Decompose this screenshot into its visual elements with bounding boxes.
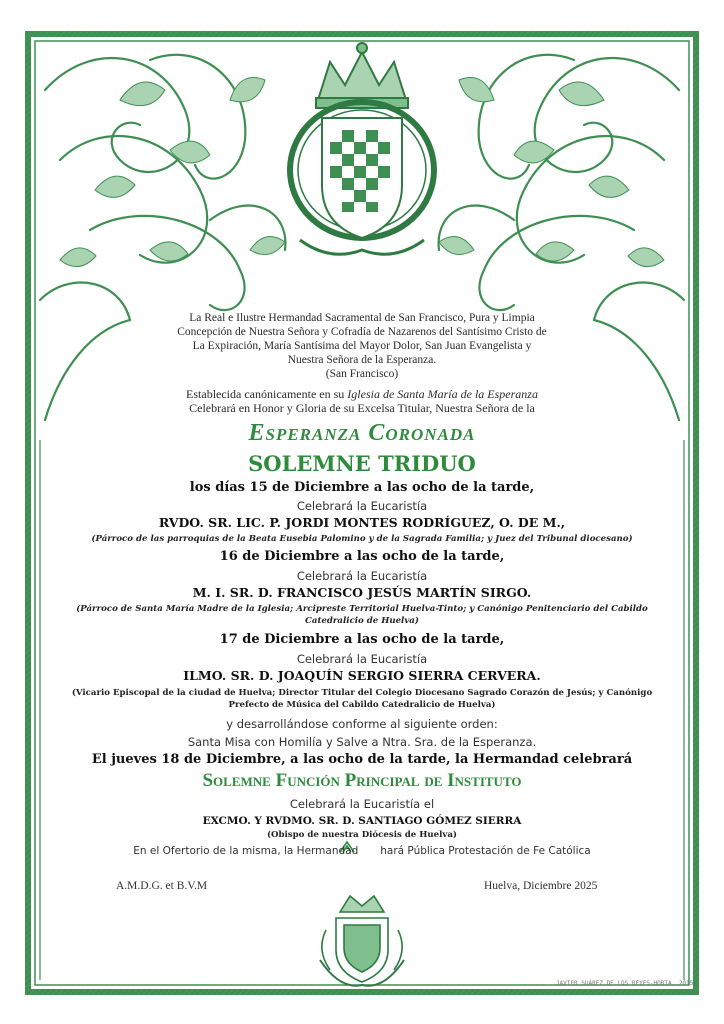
- coat-of-arms-top: [290, 43, 434, 254]
- established-prefix: Establecida canónicamente en su: [186, 387, 348, 401]
- funcion-celebra: Celebrará la Eucaristía el: [289, 797, 435, 811]
- day1-note: (Párroco de las parroquias de la Beata Eusebia Palomino y de la Sagrada Familia; y Juez del Tribunal diocesano): [91, 534, 633, 544]
- funcion-note: (Obispo de nuestra Diócesis de Huelva): [266, 830, 457, 840]
- intro-line-1: La Real e Ilustre Hermandad Sacramental de San Francisco, Pura y Limpia: [189, 312, 535, 324]
- order-line-2: Santa Misa con Homilía y Salve a Ntra. Sra. de la Esperanza.: [187, 735, 537, 749]
- intro-line-4: Nuestra Señora de la Esperanza.: [287, 354, 437, 366]
- day2-celebra: Celebrará la Eucaristía: [296, 569, 428, 583]
- day1-celebrant: RVDO. SR. LIC. P. JORDI MONTES RODRÍGUEZ, O. DE M.,: [158, 515, 566, 530]
- day1-date: los días 15 de Diciembre a las ocho de la tarde,: [189, 480, 535, 495]
- ofertorio-part-b: hará Pública Protestación de Fe Católica: [380, 845, 591, 857]
- intro-line-2: Concepción de Nuestra Señora y Cofradía de Nazarenos del Santísimo Cristo de: [177, 326, 547, 338]
- established-church: Iglesia de Santa María de la Esperanza: [347, 387, 538, 401]
- title-esperanza-coronada: Esperanza Coronada: [248, 420, 476, 446]
- title-solemne-triduo: SOLEMNE TRIDUO: [248, 451, 476, 476]
- day2-note-2: Catedralicio de Huelva): [305, 616, 419, 626]
- funcion-announce: El jueves 18 de Diciembre, a las ocho de la tarde, la Hermandad celebrará: [91, 752, 633, 767]
- day3-note-1: (Vicario Episcopal de la ciudad de Huelva; Director Titular del Colegio Diocesano Sagrado Corazón de Jesús; y Canónigo: [71, 688, 653, 698]
- artist-signature: JAVIER SUÁREZ DE LOS REYES-HORTA. 2015: [556, 980, 694, 987]
- ofertorio-line: [40, 845, 684, 857]
- day2-date: 16 de Diciembre a las ocho de la tarde,: [219, 549, 505, 564]
- day3-celebrant: ILMO. SR. D. JOAQUÍN SERGIO SIERRA CERVERA.: [183, 668, 541, 683]
- intro-line-5: (San Francisco): [325, 368, 399, 380]
- ofertorio-part-a: En el Ofertorio de la misma, la Hermandad: [133, 845, 359, 857]
- day1-celebra: Celebrará la Eucaristía: [296, 499, 428, 513]
- day3-date: 17 de Diciembre a las ocho de la tarde,: [219, 632, 505, 647]
- day2-celebrant: M. I. SR. D. FRANCISCO JESÚS MARTÍN SIRGO.: [192, 585, 532, 600]
- footer-place-date: Huelva, Diciembre 2025: [484, 880, 598, 892]
- established-line-1: [40, 388, 684, 402]
- order-line-1: y desarrollándose conforme al siguiente orden:: [226, 717, 498, 731]
- intro-line-3: La Expiración, María Santísima del Mayor Dolor, San Juan Evangelista y: [192, 340, 532, 352]
- day3-note-2: Prefecto de Música del Cabildo Catedralicio de Huelva): [228, 700, 496, 710]
- scroll-leaves-left: [60, 78, 285, 267]
- coat-of-arms-bottom: [320, 896, 404, 986]
- established-line-2: Celebrará en Honor y Gloria de su Excelsa Titular, Nuestra Señora de la: [189, 401, 535, 415]
- day2-note-1: (Párroco de Santa María Madre de la Iglesia; Arcipreste Territorial Huelva-Tinto; y Canónigo Penitenciario del Cabildo: [76, 604, 648, 614]
- footer-amdg: A.M.D.G. et B.V.M: [116, 880, 208, 892]
- day3-celebra: Celebrará la Eucaristía: [296, 652, 428, 666]
- title-funcion-principal: Solemne Función Principal de Instituto: [202, 770, 522, 791]
- funcion-celebrant: EXCMO. Y RVDMO. SR. D. SANTIAGO GÓMEZ SIERRA: [202, 815, 522, 827]
